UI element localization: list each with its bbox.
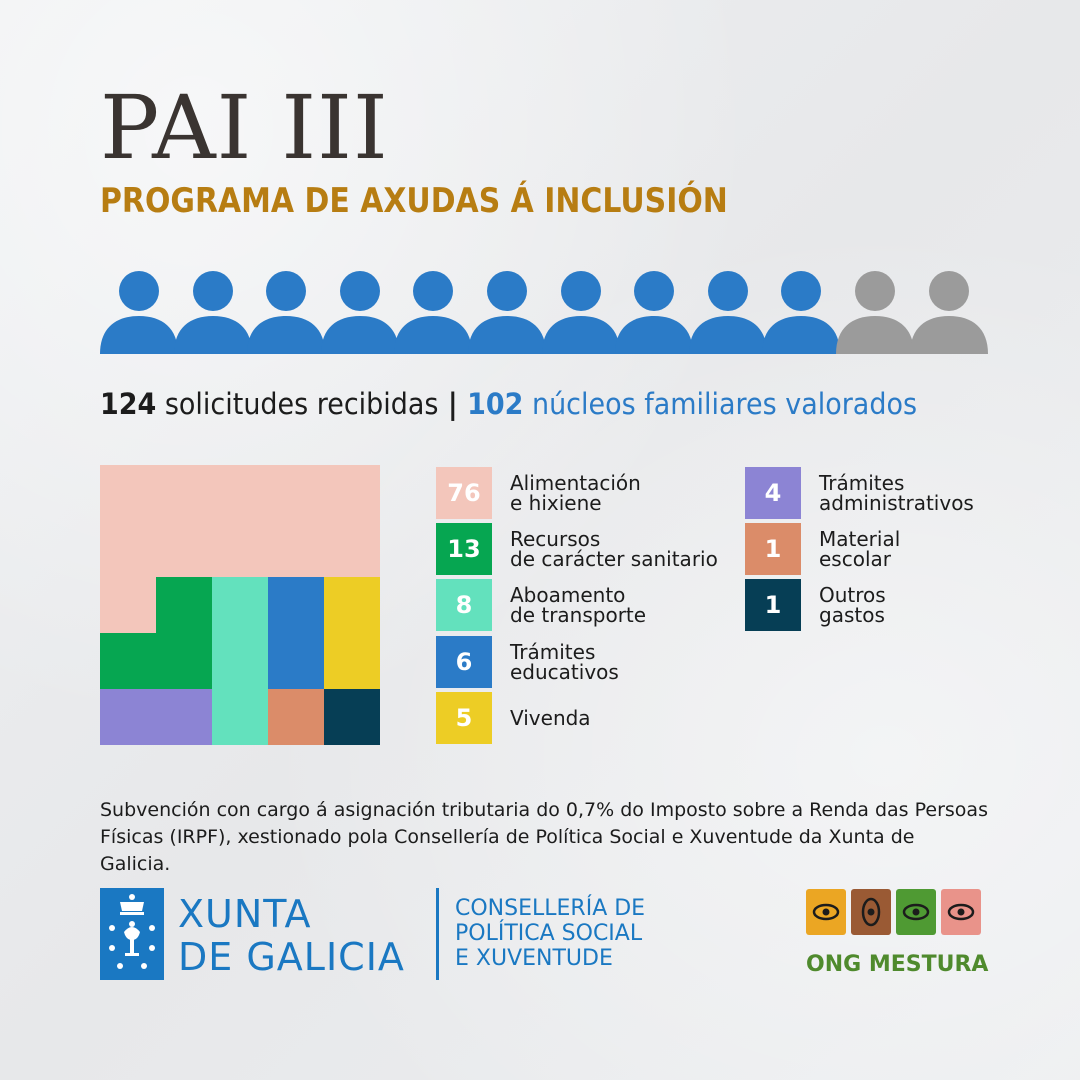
conselleria-text: CONSELLERÍA DE POLÍTICA SOCIAL E XUVENTUDE: [455, 896, 646, 971]
legend-value: 8: [436, 579, 492, 631]
people-icons-row: [100, 270, 980, 354]
legend-label: Recursos de carácter sanitario: [510, 527, 718, 572]
person-icon: [689, 270, 767, 354]
mestura-pupil: [958, 909, 965, 916]
legend-label: Outros gastos: [819, 583, 886, 628]
person-icon: [321, 270, 399, 354]
chart-cell-outros: [324, 689, 380, 745]
valued-number: 102: [467, 387, 524, 421]
chart-cell-material: [268, 689, 324, 745]
legend-label: Aboamento de transporte: [510, 583, 647, 628]
legend-value: 5: [436, 692, 492, 744]
legend-label: Vivenda: [510, 705, 591, 730]
legend-value: 6: [436, 636, 492, 688]
legend-label: Alimentación e hixiene: [510, 471, 641, 515]
legend-value: 76: [436, 467, 492, 519]
page-title: PAI III: [100, 76, 389, 179]
mestura-eyes-logo-icon: [806, 887, 982, 937]
chart-cell-aboamento: [212, 577, 268, 745]
stats-separator: |: [438, 387, 468, 421]
person-icon: [762, 270, 840, 354]
person-icon: [100, 270, 178, 354]
footnote: Subvención con cargo á asignación tributaria do 0,7% do Imposto sobre a Renda das Persoas Físicas (IRPF), xestionado pola Consellería de Política Social e Xuventude da Xunta de Galicia.: [100, 799, 988, 875]
legend-label: Trámites educativos: [510, 639, 619, 684]
person-icon: [542, 270, 620, 354]
mestura-pupil: [868, 909, 875, 916]
legend-value: 13: [436, 523, 492, 575]
chart-cell-tramites: [100, 689, 212, 745]
chart-cell-tramites: [268, 577, 324, 689]
xunta-logo-text: XUNTA DE GALICIA: [178, 892, 405, 979]
chart-cell-alimentacion: [100, 465, 380, 577]
person-icon: [468, 270, 546, 354]
person-icon: [836, 270, 914, 354]
legend-value: 1: [745, 523, 801, 575]
logo-divider: [436, 888, 439, 980]
mestura-logo-text: ONG MESTURA: [806, 952, 989, 977]
waffle-chart: [100, 465, 380, 745]
legend-label: Trámites administrativos: [819, 471, 974, 515]
chart-cell-vivenda: [324, 577, 380, 689]
person-icon: [394, 270, 472, 354]
received-label: solicitudes recibidas: [156, 387, 439, 421]
valued-label: núcleos familiares valorados: [523, 387, 918, 421]
legend-label: Material escolar: [819, 527, 901, 572]
page-subtitle: PROGRAMA DE AXUDAS Á INCLUSIÓN: [100, 181, 728, 221]
xunta-shield-icon: [100, 888, 164, 980]
legend-value: 1: [745, 579, 801, 631]
person-icon: [174, 270, 252, 354]
legend-value: 4: [745, 467, 801, 519]
person-icon: [247, 270, 325, 354]
chart-cell-alimentacion: [100, 577, 156, 633]
stats-line: [100, 387, 918, 421]
person-icon: [910, 270, 988, 354]
chart-cell-recursos: [156, 577, 212, 689]
person-icon: [615, 270, 693, 354]
received-number: 124: [100, 387, 157, 421]
mestura-pupil: [823, 909, 830, 916]
mestura-pupil: [913, 909, 920, 916]
